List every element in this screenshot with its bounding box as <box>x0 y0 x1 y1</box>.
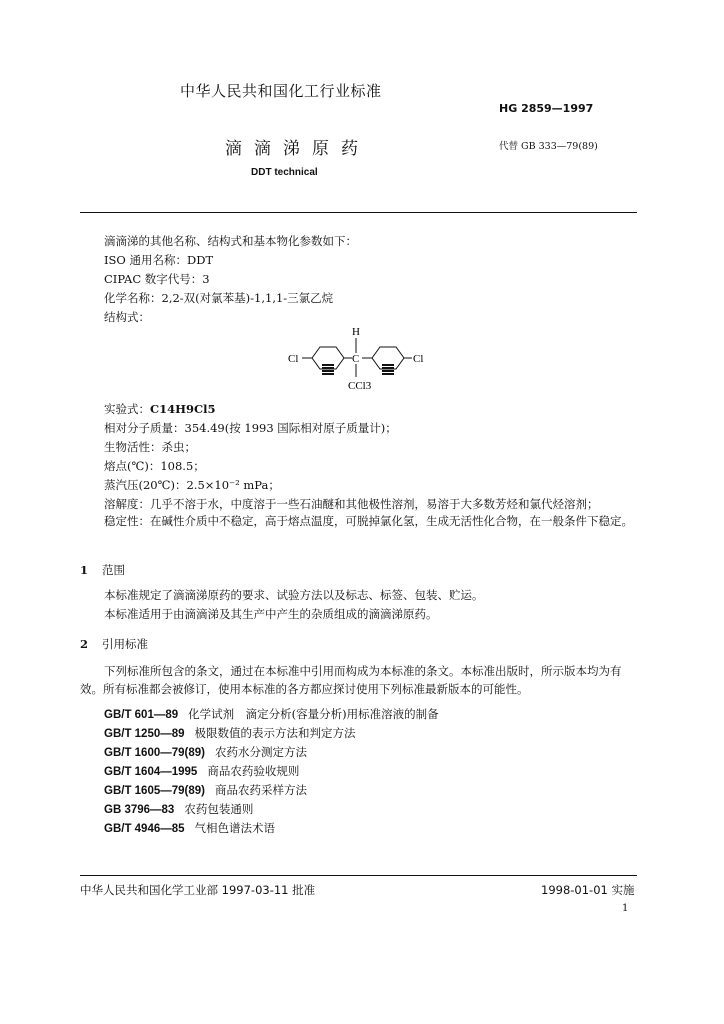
reference-code: GB/T 4946—85 <box>104 823 185 835</box>
reference-title: 化学试剂 滴定分析(容量分析)用标准溶液的制备 <box>188 707 439 721</box>
reference-item <box>104 706 439 722</box>
struct-center-atom: C <box>352 353 360 365</box>
section-2-number: 2 <box>80 637 89 651</box>
formula-line <box>104 401 216 417</box>
reference-code: GB 3796—83 <box>104 804 175 816</box>
reference-code: GB/T 1605—79(89) <box>104 785 205 797</box>
standard-code: HG 2859—1997 <box>499 102 594 115</box>
section-2-heading <box>80 636 148 652</box>
reference-title: 农药水分测定方法 <box>215 745 307 759</box>
document-title: 滴滴涕原药 <box>225 139 370 159</box>
header-divider <box>80 212 637 213</box>
english-title: DDT technical <box>251 167 318 178</box>
effective-date: 1998-01-01 实施 <box>541 883 635 897</box>
chemical-name: 化学名称：2,2-双(对氯苯基)-1,1,1-三氯乙烷 <box>104 291 334 305</box>
cipac-code: CIPAC 数字代号：3 <box>104 272 210 286</box>
reference-item <box>104 820 275 836</box>
reference-code: GB/T 1250—89 <box>104 728 185 740</box>
biological-activity: 生物活性：杀虫； <box>104 440 196 454</box>
section-1-p2: 本标准适用于由滴滴涕及其生产中产生的杂质组成的滴滴涕原药。 <box>104 607 438 621</box>
reference-title: 极限数值的表示方法和判定方法 <box>194 726 356 740</box>
reference-code: GB/T 1600—79(89) <box>104 747 205 759</box>
structural-formula <box>280 322 440 398</box>
footer-divider <box>80 875 637 876</box>
reference-code: GB/T 601—89 <box>104 709 179 721</box>
section-2-title: 引用标准 <box>102 637 148 651</box>
formula-label: 实验式： <box>104 402 150 416</box>
vapor-pressure: 蒸汽压(20℃)：2.5×10⁻² mPa； <box>104 478 280 492</box>
empirical-formula: C14H9Cl5 <box>150 402 216 416</box>
struct-bottom-group: CCl3 <box>348 380 372 392</box>
struct-top-atom: H <box>352 326 360 338</box>
reference-item <box>104 801 253 817</box>
reference-title: 农药包装通则 <box>184 802 254 816</box>
struct-right-atom: Cl <box>413 353 424 365</box>
reference-item <box>104 744 307 760</box>
replaces-note: 代替 GB 333—79(89) <box>499 141 598 152</box>
melting-point: 熔点(℃)：108.5； <box>104 459 205 473</box>
reference-title: 商品农药采样方法 <box>215 783 307 797</box>
stability: 稳定性：在碱性介质中不稳定，高于熔点温度，可脱掉氯化氢，生成无活性化合物，在一般条件下稳定。 <box>104 514 633 528</box>
solubility: 溶解度：几乎不溶于水，中度溶于一些石油醚和其他极性溶剂，易溶于大多数芳烃和氯代烃溶剂； <box>104 497 599 511</box>
section-1-number: 1 <box>80 563 89 577</box>
iso-name: ISO 通用名称：DDT <box>104 253 214 267</box>
structure-label: 结构式： <box>104 310 150 324</box>
reference-item <box>104 782 307 798</box>
struct-left-atom: Cl <box>288 353 299 365</box>
reference-item <box>104 763 299 779</box>
section-1-p1: 本标准规定了滴滴涕原药的要求、试验方法以及标志、标签、包装、贮运。 <box>104 588 484 602</box>
approval-date: 中华人民共和国化学工业部 1997-03-11 批准 <box>80 883 316 897</box>
section-2-intro: 下列标准所包含的条文，通过在本标准中引用而构成为本标准的条文。本标准出版时，所示版本均为有效。所有标准都会被修订，使用本标准的各方都应探讨使用下列标准最新版本的可能性。 <box>80 664 622 696</box>
reference-item <box>104 725 356 741</box>
reference-title: 商品农药验收规则 <box>207 764 300 778</box>
intro-line: 滴滴涕的其他名称、结构式和基本物化参数如下： <box>104 234 357 248</box>
page-number: 1 <box>622 903 629 914</box>
standard-name: 中华人民共和国化工行业标准 <box>180 82 382 100</box>
molecular-mass: 相对分子质量：354.49(按 1993 国际相对原子质量计)； <box>104 421 397 435</box>
reference-title: 气相色谱法术语 <box>194 821 276 835</box>
reference-code: GB/T 1604—1995 <box>104 766 198 778</box>
section-1-heading <box>80 562 125 578</box>
section-1-title: 范围 <box>102 563 125 577</box>
